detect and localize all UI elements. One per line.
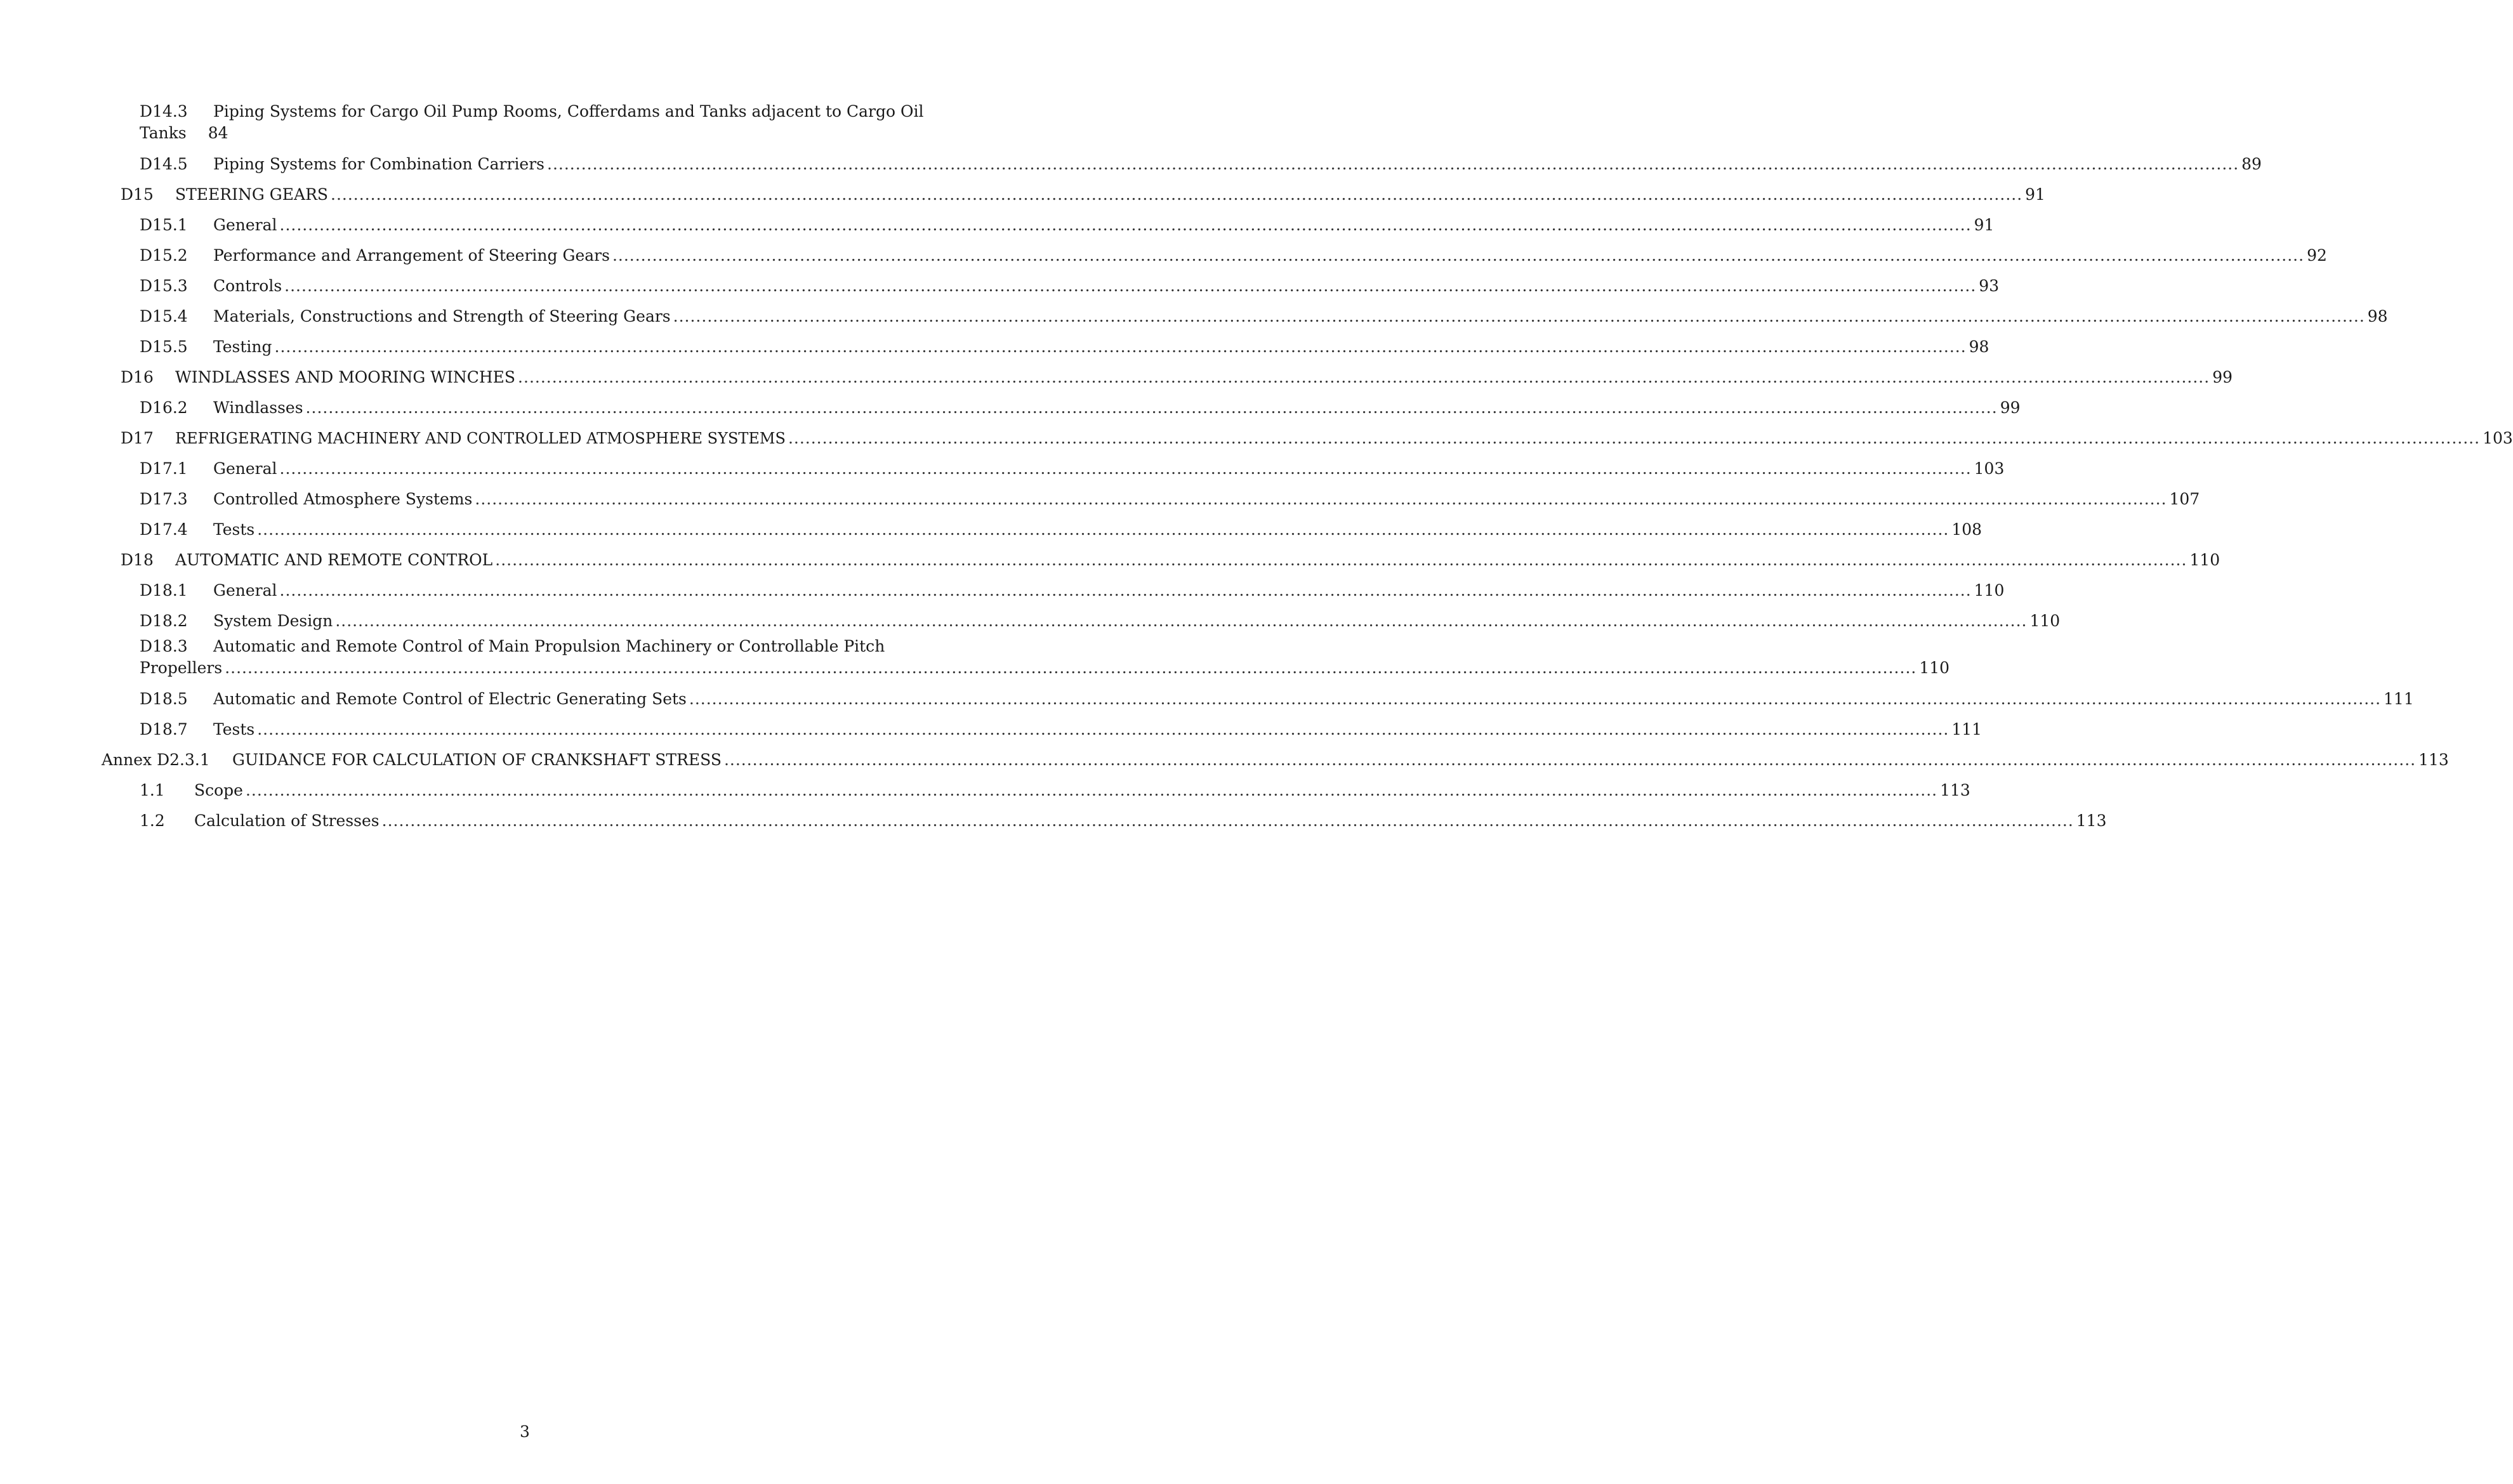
toc-entry-title: Piping Systems for Cargo Oil Pump Rooms, Cofferdams and Tanks adjacent to Cargo Oil (213, 102, 924, 121)
toc-leader-dots (257, 519, 1949, 541)
page-number: 3 (520, 1422, 530, 1441)
toc-entry-d17-4[interactable] (140, 519, 1982, 541)
toc-entry-d18-3[interactable] (140, 636, 1950, 679)
toc-leader-dots (246, 780, 1937, 801)
toc-entry-title: WINDLASSES AND MOORING WINCHES (175, 368, 516, 386)
toc-entry-d15-1[interactable] (140, 214, 1995, 236)
toc-entry-title: Windlasses (213, 398, 303, 417)
toc-leader-dots (257, 719, 1949, 740)
toc-entry-page: 99 (2212, 368, 2233, 386)
toc-leader-dots (475, 489, 2167, 510)
toc-entry-title: General (213, 581, 277, 600)
toc-leader-dots (612, 245, 2304, 266)
toc-entry-title: Testing (213, 338, 272, 356)
toc-entry-page: 113 (2418, 751, 2449, 769)
toc-entry-title: Piping Systems for Combination Carriers (213, 155, 545, 173)
toc-entry-page: 89 (2241, 155, 2262, 173)
toc-entry-d18[interactable] (121, 549, 2220, 571)
toc-entry-d17-1[interactable] (140, 458, 2005, 480)
toc-entry-page: 110 (1919, 659, 1950, 677)
toc-entry-title: Performance and Arrangement of Steering Gears (213, 246, 610, 265)
toc-entry-page: 84 (208, 124, 228, 142)
toc-entry-number: D18.7 (140, 720, 188, 739)
toc-entry-title-continued: Propellers (140, 659, 223, 677)
toc-entry-title: Materials, Constructions and Strength of Steering Gears (213, 307, 671, 325)
toc-entry-page: 103 (1974, 459, 2005, 478)
toc-leader-dots (673, 306, 2365, 327)
toc-leader-dots (547, 154, 2239, 175)
toc-leader-dots (275, 336, 1967, 358)
toc-leader-dots (518, 367, 2210, 388)
toc-entry-d18-1[interactable] (140, 580, 2005, 601)
toc-entry-page: 93 (1979, 277, 2000, 295)
toc-leader-dots (280, 214, 1972, 236)
toc-entry-number: D18.1 (140, 581, 188, 600)
toc-entry-number: D15.1 (140, 216, 188, 234)
toc-entry-page: 111 (1951, 720, 1982, 739)
toc-entry-page: 110 (2029, 612, 2061, 630)
toc-entry-number: D14.5 (140, 155, 188, 173)
toc-leader-dots (280, 458, 1972, 480)
toc-leader-dots (495, 549, 2187, 571)
toc-entry-title: Controlled Atmosphere Systems (213, 490, 473, 508)
toc-entry-page: 98 (2367, 307, 2388, 325)
toc-entry-number: D15.2 (140, 246, 188, 265)
toc-leader-dots (306, 397, 1998, 419)
toc-entry-d15-3[interactable] (140, 275, 2000, 297)
toc-entry-page: 98 (1969, 338, 1989, 356)
toc-leader-dots (724, 749, 2416, 771)
toc-entry-number: Annex D2.3.1 (102, 751, 210, 769)
toc-entry-number: 1.2 (140, 811, 165, 830)
toc-entry-annex-d2-3-1[interactable] (102, 749, 2449, 771)
toc-leader-dots (331, 184, 2022, 206)
toc-entry-number: D15 (121, 185, 154, 204)
toc-entry-title: AUTOMATIC AND REMOTE CONTROL (175, 551, 493, 569)
toc-entry-page: 110 (1974, 581, 2005, 600)
toc-entry-d14-3[interactable] (140, 101, 958, 144)
toc-entry-title: General (213, 216, 277, 234)
toc-leader-dots (280, 580, 1972, 601)
toc-leader-dots (284, 275, 1976, 297)
toc-entry-title: Tests (213, 720, 255, 739)
toc-entry-page: 99 (2000, 398, 2021, 417)
toc-leader-dots (382, 810, 2074, 832)
toc-entry-number: D15.4 (140, 307, 188, 325)
toc-entry-title: Automatic and Remote Control of Main Propulsion Machinery or Controllable Pitch (213, 637, 885, 655)
toc-entry-page: 108 (1951, 520, 1982, 539)
toc-entry-title: Scope (194, 781, 243, 799)
toc-entry-page: 91 (2025, 185, 2045, 204)
toc-entry-d15-2[interactable] (140, 245, 2327, 266)
toc-entry-d16-2[interactable] (140, 397, 2021, 419)
toc-entry-page: 91 (1974, 216, 1995, 234)
toc-entry-page: 110 (2189, 551, 2220, 569)
toc-entry-title: REFRIGERATING MACHINERY AND CONTROLLED ATMOSPHERE SYSTEMS (175, 430, 786, 447)
toc-entry-number: D18 (121, 551, 154, 569)
toc-entry-d17-3[interactable] (140, 489, 2200, 510)
toc-entry-number: D16 (121, 368, 154, 386)
toc-entry-d16[interactable] (121, 367, 2233, 388)
toc-entry-number: D18.5 (140, 690, 188, 708)
toc-entry-number: D18.2 (140, 612, 188, 630)
toc-entry-title: GUIDANCE FOR CALCULATION OF CRANKSHAFT STRESS (232, 751, 722, 769)
toc-entry-title: Calculation of Stresses (194, 811, 379, 830)
toc-entry-title: Controls (213, 277, 282, 295)
toc-entry-d15[interactable] (121, 184, 2045, 206)
toc-entry-d14-5[interactable] (140, 154, 2262, 175)
toc-entry-1-1[interactable] (140, 780, 1970, 801)
toc-entry-d15-5[interactable] (140, 336, 1989, 358)
toc-leader-dots (788, 428, 2480, 449)
toc-entry-number: D16.2 (140, 398, 188, 417)
toc-leader-dots (689, 688, 2381, 710)
toc-entry-d18-7[interactable] (140, 719, 1982, 740)
toc-entry-page: 111 (2384, 690, 2414, 708)
toc-entry-title: Tests (213, 520, 255, 539)
toc-entry-d18-2[interactable] (140, 610, 2061, 632)
toc-entry-d17[interactable] (121, 428, 2513, 449)
toc-entry-d18-5[interactable] (140, 688, 2414, 710)
toc-entry-number: D17.4 (140, 520, 188, 539)
toc-entry-page: 113 (2076, 811, 2107, 830)
toc-entry-title-continued: Tanks (140, 124, 187, 142)
toc-entry-page: 103 (2483, 429, 2513, 447)
toc-entry-number: D18.3 (140, 637, 188, 655)
toc-entry-number: D17.1 (140, 459, 188, 478)
toc-entry-page: 113 (1940, 781, 1970, 799)
toc-entry-page: 107 (2169, 490, 2200, 508)
toc-leader-dots (335, 610, 2027, 632)
toc-entry-1-2[interactable] (140, 810, 2107, 832)
toc-entry-number: 1.1 (140, 781, 165, 799)
toc-entry-d15-4[interactable] (140, 306, 2388, 327)
toc-entry-number: D15.5 (140, 338, 188, 356)
toc-entry-title: Automatic and Remote Control of Electric Generating Sets (213, 690, 687, 708)
toc-entry-number: D17.3 (140, 490, 188, 508)
toc-entry-page: 92 (2307, 246, 2327, 265)
toc-entry-title: General (213, 459, 277, 478)
toc-leader-dots (225, 657, 1916, 679)
toc-entry-number: D15.3 (140, 277, 188, 295)
toc-entry-number: D14.3 (140, 102, 188, 121)
toc-entry-title: System Design (213, 612, 333, 630)
toc-entry-title: STEERING GEARS (175, 185, 329, 204)
toc-entry-number: D17 (121, 429, 154, 447)
